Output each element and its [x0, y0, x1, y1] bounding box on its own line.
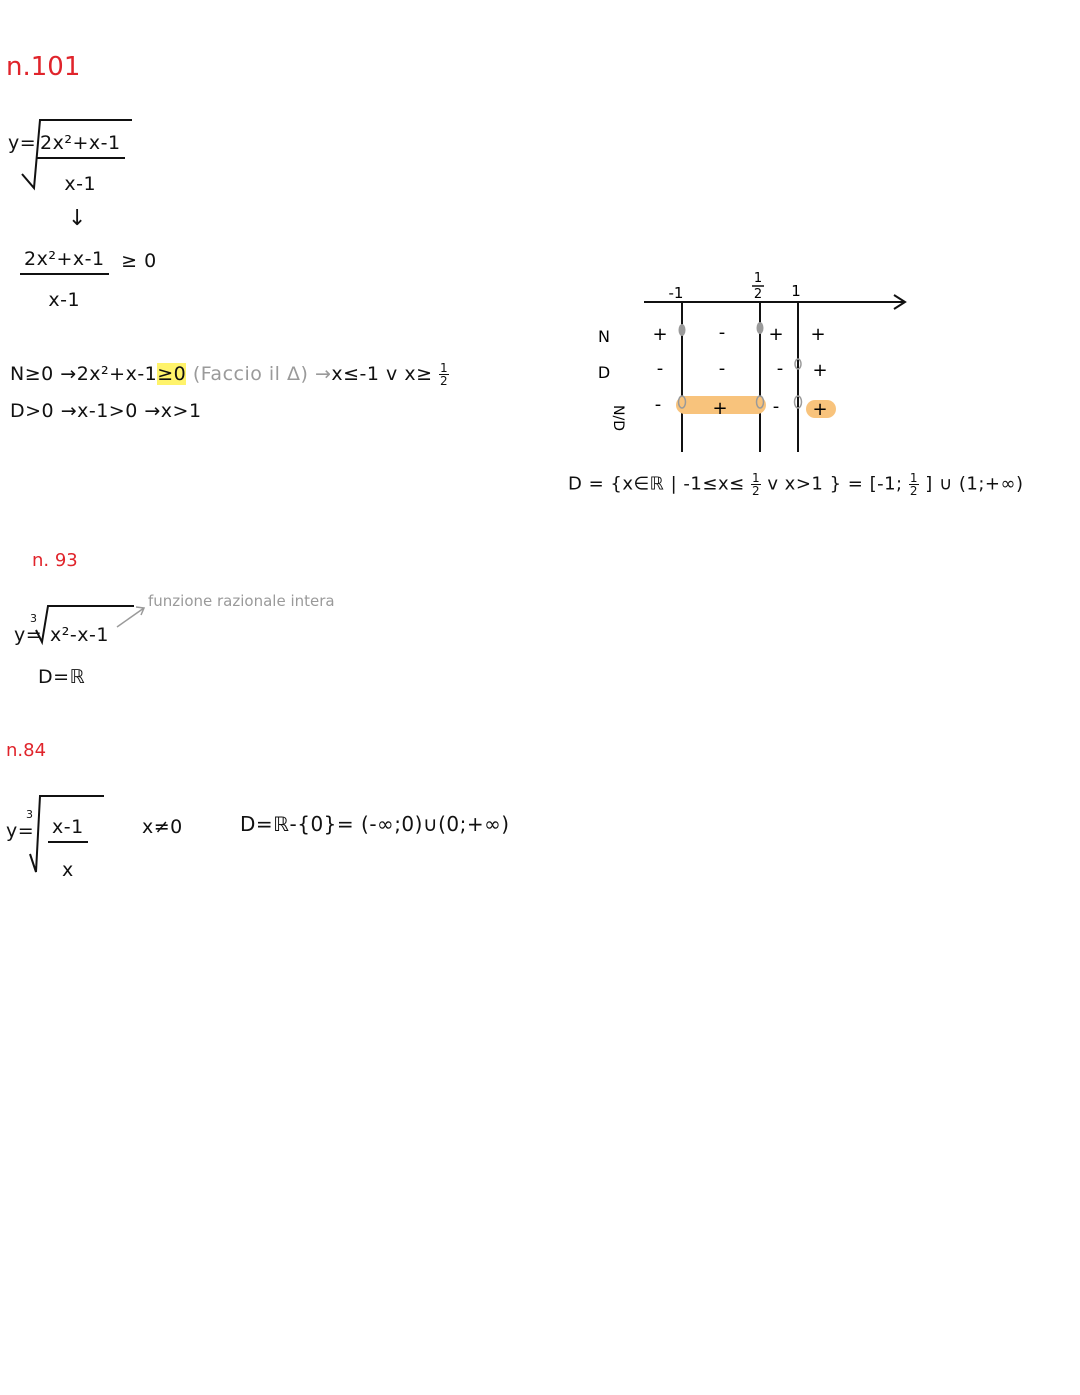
result-mid: v x>1 } = [-1;	[767, 473, 909, 495]
zero-dot	[679, 324, 686, 336]
problem-101-title: n.101	[6, 52, 81, 82]
function-lhs: y=	[8, 132, 37, 154]
point-one: 1	[791, 282, 801, 300]
root-index: 3	[30, 612, 38, 625]
arrow-right-icon: →	[144, 400, 161, 422]
result-suffix: ] ∪ (1;+∞)	[925, 473, 1024, 495]
denominator-condition	[10, 400, 202, 422]
problem-101-inequality	[20, 248, 157, 311]
result-frac-den: 2	[909, 484, 918, 498]
function-denominator: x	[61, 859, 74, 881]
domain-result-101	[568, 472, 1023, 497]
function-denominator: x-1	[64, 173, 97, 195]
cond-d-expr: x-1>0	[77, 400, 138, 422]
point-half-num: 1	[753, 271, 763, 286]
function-lhs: y=	[6, 820, 35, 842]
annotation-text: funzione razionale intera	[148, 592, 335, 610]
domain-84-intervals: (-∞;0)∪(0;+∞)	[361, 812, 510, 836]
sign-cell: -	[656, 358, 664, 379]
function-numerator: x-1	[48, 816, 88, 843]
inequality-relation: ≥ 0	[121, 250, 157, 272]
cond-n-frac-den: 2	[440, 374, 449, 388]
cond-n-fraction	[439, 362, 449, 387]
point-half-den: 2	[753, 287, 763, 302]
sign-cell: -	[718, 358, 726, 379]
numerator-condition	[10, 362, 449, 387]
cond-n-result: x≤-1 v x≥	[331, 363, 433, 385]
row-label-d: D	[597, 363, 611, 382]
sign-cell: -	[776, 358, 784, 379]
row-label-nd: N/D	[610, 405, 626, 431]
zero-dot	[757, 322, 764, 334]
domain-93: D=ℝ	[38, 666, 86, 688]
cond-n-frac-num: 1	[440, 361, 449, 375]
sign-cell: +	[810, 324, 826, 345]
domain-84-set: D=ℝ-{0}=	[240, 812, 355, 836]
sign-cell: +	[812, 360, 828, 381]
problem-84-title: n.84	[6, 740, 47, 761]
down-arrow-icon: ↓	[68, 206, 87, 231]
problem-84-function	[6, 794, 116, 881]
function-fraction	[36, 132, 125, 195]
function-numerator: 2x²+x-1	[36, 132, 125, 159]
sign-cell: -	[654, 394, 662, 415]
function-fraction	[48, 816, 88, 881]
domain-84	[240, 812, 510, 836]
row-label-n: N	[598, 327, 610, 346]
sign-cell: -	[718, 322, 726, 343]
function-lhs: y=	[14, 624, 43, 646]
result-prefix: D = {x∈ℝ | -1≤x≤	[568, 473, 745, 495]
sign-cell: +	[768, 324, 784, 345]
cond-n-note: (Faccio il Δ)	[192, 363, 309, 385]
cond-n-lhs: N≥0	[10, 363, 54, 385]
sign-cell: -	[772, 396, 780, 417]
problem-93-title: n. 93	[32, 550, 78, 571]
cond-d-lhs: D>0	[10, 400, 55, 422]
arrow-right-icon: →	[60, 363, 77, 385]
inequality-numerator: 2x²+x-1	[20, 248, 109, 275]
annotation-arrow-icon	[114, 604, 148, 630]
condition-84: x≠0	[142, 816, 183, 838]
arrow-right-icon: →	[314, 363, 332, 385]
inequality-fraction	[20, 248, 109, 311]
sign-chart	[580, 268, 940, 458]
sign-cell: +	[812, 399, 828, 420]
radicand: x²-x-1	[50, 624, 109, 646]
sign-cell: +	[712, 398, 728, 419]
root-index: 3	[26, 808, 34, 821]
cond-d-result: x>1	[160, 400, 202, 422]
result-fraction	[909, 472, 919, 497]
result-fraction	[751, 472, 761, 497]
point-minus-one: -1	[668, 284, 684, 302]
sign-cell: +	[652, 324, 668, 345]
result-frac-num: 1	[909, 471, 918, 485]
result-frac-den: 2	[751, 484, 761, 498]
arrow-right-icon: →	[60, 400, 78, 422]
result-frac-num: 1	[751, 471, 761, 485]
cond-n-expr: 2x²+x-1	[76, 363, 158, 385]
cond-n-rel: ≥0	[157, 363, 187, 385]
inequality-denominator: x-1	[48, 289, 81, 311]
